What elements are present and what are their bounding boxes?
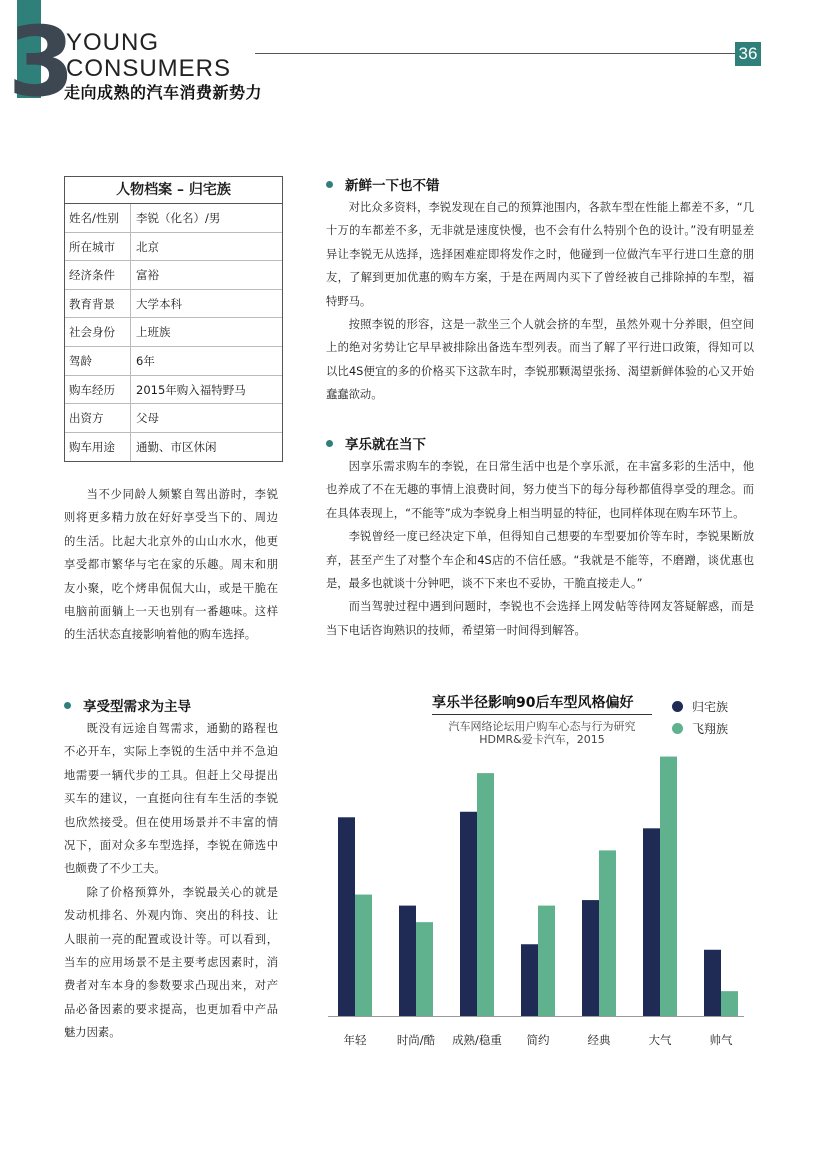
- profile-label: 购车经历: [65, 376, 131, 404]
- x-tick-label: 时尚/酷: [396, 1033, 436, 1047]
- bar-series2: [599, 850, 616, 1016]
- body-text: 当不少同龄人频繁自驾出游时，李锐则将更多精力放在好好享受当下的、周边的生活。比起大北京外的山山水水，他更享受都市繁华与宅在家的乐趣。周末和朋友小聚，吃个烤串侃侃大山，或是干脆在电脑前面躺上一天也别有一番趣味。这样的生活状态直接影响着他的购车选择。: [64, 488, 278, 642]
- bar-series2: [477, 773, 494, 1016]
- body-text: 因享乐需求购车的李锐，在日常生活中也是个享乐派，在丰富多彩的生活中，他也养成了不在无趣的事情上浪费时间，努力使当下的每分每秒都值得享受的理念。而在具体表现上，“不能等”成为李锐身上相当明显的特征，也同样体现在购车环节上。: [326, 460, 754, 520]
- chart-source-line2: HDMR&爱卡汽车，2015: [479, 733, 605, 746]
- legend-item: [672, 695, 728, 717]
- x-tick-label: 经典: [587, 1033, 611, 1047]
- profile-value: 富裕: [136, 268, 159, 283]
- header-rule: [255, 53, 735, 54]
- bar-series2: [660, 757, 677, 1016]
- profile-row: [65, 404, 282, 433]
- chart-source-line1: 汽车网络论坛用户购车心态与行为研究: [448, 720, 636, 733]
- legend-dot-icon: [672, 723, 683, 734]
- profile-value: 通勤、市区休闲: [136, 439, 217, 454]
- profile-label: 购车用途: [65, 433, 131, 462]
- bar-series1: [582, 900, 599, 1016]
- bar-series2: [416, 922, 433, 1016]
- profile-title: 人物档案 – 归宅族: [65, 177, 282, 204]
- profile-value: 北京: [136, 239, 159, 254]
- profile-value: 6年: [136, 353, 155, 368]
- bar-series1: [460, 812, 477, 1016]
- x-tick-label: 成熟/稳重: [452, 1033, 502, 1047]
- section-heading-present: [326, 433, 426, 453]
- chart-title-rule: [432, 714, 652, 715]
- profile-row: [65, 233, 282, 262]
- profile-row: [65, 290, 282, 319]
- bar-series1: [399, 906, 416, 1016]
- profile-row: [65, 376, 282, 405]
- profile-row: [65, 347, 282, 376]
- chart-title: 享乐半径影响90后车型风格偏好: [432, 695, 634, 711]
- legend-label: 归宅族: [692, 699, 729, 714]
- profile-value: 父母: [136, 411, 159, 426]
- bar-series1: [643, 828, 660, 1016]
- profile-label: 社会身份: [65, 318, 131, 346]
- section-heading-text: 新鲜一下也不错: [345, 178, 440, 194]
- body-text: 李锐曾经一度已经决定下单，但得知自己想要的车型要加价等车时，李锐果断放弃，甚至产生了对整个车企和4S店的不信任感。“我就是不能等，不磨蹭，谈优惠也是，最多也就谈十分钟吧，谈不下来也不妥协，干脆直接走人。”: [326, 530, 754, 591]
- profile-row: [65, 318, 282, 347]
- section-heading-fresh: [326, 174, 440, 194]
- x-tick-label: 年轻: [343, 1033, 367, 1047]
- body-text: 按照李锐的形容，这是一款坐三个人就会挤的车型，虽然外观十分养眼，但空间上的绝对劣势让它早早被排除出备选车型列表。而当了解了平行进口政策，得知可以以比4S便宜的多的价格买下这款车时，李锐那颗渴望张扬、渴望新鲜体验的心又开始蠢蠢欲动。: [326, 318, 754, 402]
- x-tick-label: 简约: [526, 1033, 550, 1047]
- profile-label: 出资方: [65, 404, 131, 432]
- x-tick-label: 大气: [648, 1033, 672, 1047]
- right-section2-body: [326, 455, 754, 642]
- bullet-dot-icon: [326, 440, 333, 447]
- header-title-line1: YOUNG: [66, 29, 160, 56]
- body-text: 对比众多资料，李锐发现在自己的预算池围内，各款车型在性能上都差不多，“几十万的车都差不多，无非就是速度快慢，也不会有什么特别个色的设计。”没有明显差异让李锐无从选择，选择困难症即将发作之时，他碰到一位做汽车平行进口生意的朋友，了解到更加优惠的购车方案，于是在两周内买下了曾经被自己排除掉的车型，福特野马。: [326, 201, 754, 308]
- profile-row: [65, 204, 282, 233]
- body-text: 除了价格预算外，李锐最关心的就是发动机排名、外观内饰、突出的科技、让人眼前一亮的配置或设计等。可以看到，当车的应用场景不是主要考虑因素时，消费者对车本身的参数要求凸现出来，对产品必备因素的要求提高，也更加看中产品魅力因素。: [64, 885, 278, 1040]
- chart-legend: [672, 695, 728, 739]
- bar-chart: [320, 740, 760, 1060]
- chapter-number: 3: [8, 6, 73, 118]
- section-heading-enjoyment: [64, 695, 191, 715]
- profile-value: 上班族: [136, 325, 171, 340]
- bar-series1: [521, 944, 538, 1016]
- body-text: 既没有远途自驾需求，通勤的路程也不必开车，实际上李锐的生活中并不急迫地需要一辆代步的工具。但赶上父母提出买车的建议，一直挺向往有车生活的李锐也欣然接受。但在使用场景并不丰富的情况下，面对众多车型选择，李锐在筛选中也颇费了不少工夫。: [64, 722, 278, 876]
- profile-label: 所在城市: [65, 233, 131, 261]
- profile-value: 2015年购入福特野马: [136, 382, 246, 397]
- legend-label: 飞翔族: [692, 721, 729, 736]
- x-tick-label: 帅气: [709, 1033, 733, 1047]
- bullet-dot-icon: [326, 181, 333, 188]
- left-section-body: [64, 717, 278, 1045]
- profile-row: [65, 433, 282, 462]
- bar-series2: [538, 906, 555, 1016]
- bar-series1: [704, 950, 721, 1016]
- profile-label: 姓名/性别: [65, 204, 131, 232]
- profile-label: 教育背景: [65, 290, 131, 318]
- section-heading-text: 享受型需求为主导: [83, 699, 191, 715]
- profile-table: [64, 176, 283, 462]
- profile-label: 经济条件: [65, 261, 131, 289]
- profile-row: [65, 261, 282, 290]
- section-heading-text: 享乐就在当下: [345, 437, 426, 453]
- bar-series2: [355, 895, 372, 1016]
- header-title-line2: CONSUMERS: [66, 55, 232, 82]
- page-number: 36: [735, 42, 761, 66]
- legend-dot-icon: [672, 701, 683, 712]
- body-text: 而当驾驶过程中遇到问题时，李锐也不会选择上网发帖等待网友答疑解惑，而是当下电话咨询熟识的技师，希望第一时间得到解答。: [326, 600, 754, 637]
- profile-value: 大学本科: [136, 296, 182, 311]
- profile-label: 驾龄: [65, 347, 131, 375]
- header-subtitle: 走向成熟的汽车消费新势力: [64, 83, 263, 102]
- right-section1-body: [326, 196, 754, 407]
- bar-series1: [338, 817, 355, 1016]
- legend-item: [672, 717, 728, 739]
- profile-value: 李锐（化名）/男: [136, 211, 221, 225]
- left-intro-paragraph: [64, 483, 278, 647]
- bar-series2: [721, 991, 738, 1016]
- bullet-dot-icon: [64, 702, 71, 709]
